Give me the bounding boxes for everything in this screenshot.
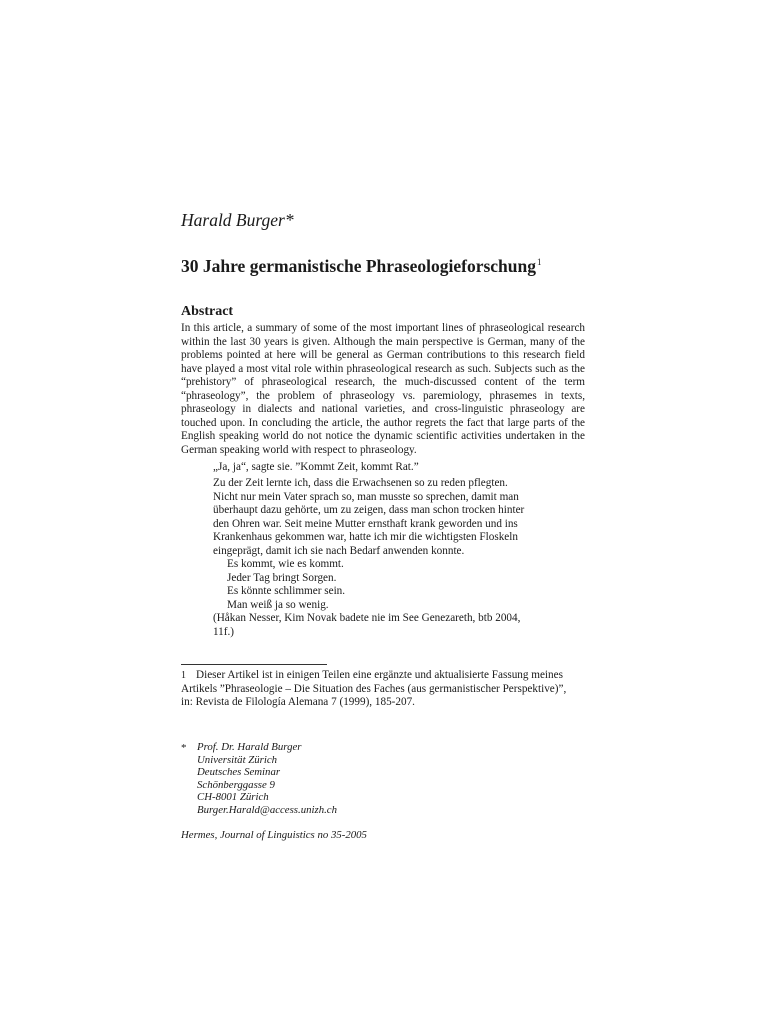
- epigraph-citation: 11f.): [213, 625, 235, 638]
- address-line: Deutsches Seminar: [197, 766, 281, 778]
- epigraph-line: Es könnte schlimmer sein.: [227, 585, 346, 597]
- epigraph-line: Jeder Tag bringt Sorgen.: [227, 571, 337, 584]
- epigraph-line: Zu der Zeit lernte ich, dass die Erwachsenen so zu reden pflegten.: [213, 477, 508, 489]
- abstract-heading: Abstract: [181, 304, 234, 319]
- address-mark: *: [181, 742, 187, 754]
- abstract-text: In this article, a summary of some of the most important lines of phraseological research within the last 30 years is given. Although the main perspective is German, many of the problems pointed at here will be general as German contributions to this research field have played a most vital role within phraseological research as such. Subjects such as the “prehistory” of phraseological research, the much-discussed content of the term “phraseology”, the problem of phraseology vs. paremiology, phrasemes in texts, phraseology in dialects and national varieties, and cross-linguistic phraseology are touched upon. In concluding the article, the author regrets the fact that large parts of the English speaking world do not notice the dynamic scientific activities undertaken in the German speaking world with respect to phraseology.: [181, 322, 585, 456]
- footnote-line: Dieser Artikel ist in einigen Teilen eine ergänzte und aktualisierte Fassung meines: [196, 669, 563, 681]
- epigraph-citation: (Håkan Nesser, Kim Novak badete nie im See Genezareth, btb 2004,: [213, 612, 521, 624]
- title-footnote-mark: 1: [537, 257, 542, 267]
- footnote-line: in: Revista de Filología Alemana 7 (1999), 185-207.: [181, 696, 415, 708]
- address-line: Universität Zürich: [197, 753, 278, 766]
- address-email: Burger.Harald@access.unizh.ch: [197, 803, 337, 816]
- epigraph-line: den Ohren war. Seit meine Mutter ernsthaft krank geworden und ins: [213, 517, 518, 530]
- epigraph-line: Nicht nur mein Vater sprach so, man musste so sprechen, damit man: [213, 490, 519, 503]
- author-name: Harald Burger*: [181, 210, 294, 230]
- footnote-line: Artikels ”Phraseologie – Die Situation des Faches (aus germanistischer Perspektive)”,: [181, 682, 567, 695]
- paper-title: [181, 256, 542, 277]
- footnote-separator: [181, 664, 327, 665]
- address-line: CH-8001 Zürich: [197, 791, 269, 803]
- address-line: Prof. Dr. Harald Burger: [197, 741, 302, 753]
- epigraph-line: Man weiß ja so wenig.: [227, 598, 329, 611]
- epigraph-line: Krankenhaus gekommen war, hatte ich mir die wichtigsten Floskeln: [213, 531, 518, 543]
- address-line: Schönberggasse 9: [197, 778, 275, 791]
- journal-line: Hermes, Journal of Linguistics no 35-2005: [181, 829, 367, 841]
- epigraph-line: „Ja, ja“, sagte sie. ”Kommt Zeit, kommt Rat.”: [213, 461, 419, 473]
- epigraph-line: Es kommt, wie es kommt.: [227, 558, 344, 570]
- epigraph-line: eingeprägt, damit ich sie nach Bedarf anwenden konnte.: [213, 544, 465, 557]
- footnote-mark: 1: [181, 670, 186, 681]
- title-text: 30 Jahre germanistische Phraseologieforschung: [181, 256, 536, 276]
- epigraph-line: überhaupt dazu gehörte, um zu zeigen, dass man schon trocken hinter: [213, 504, 525, 516]
